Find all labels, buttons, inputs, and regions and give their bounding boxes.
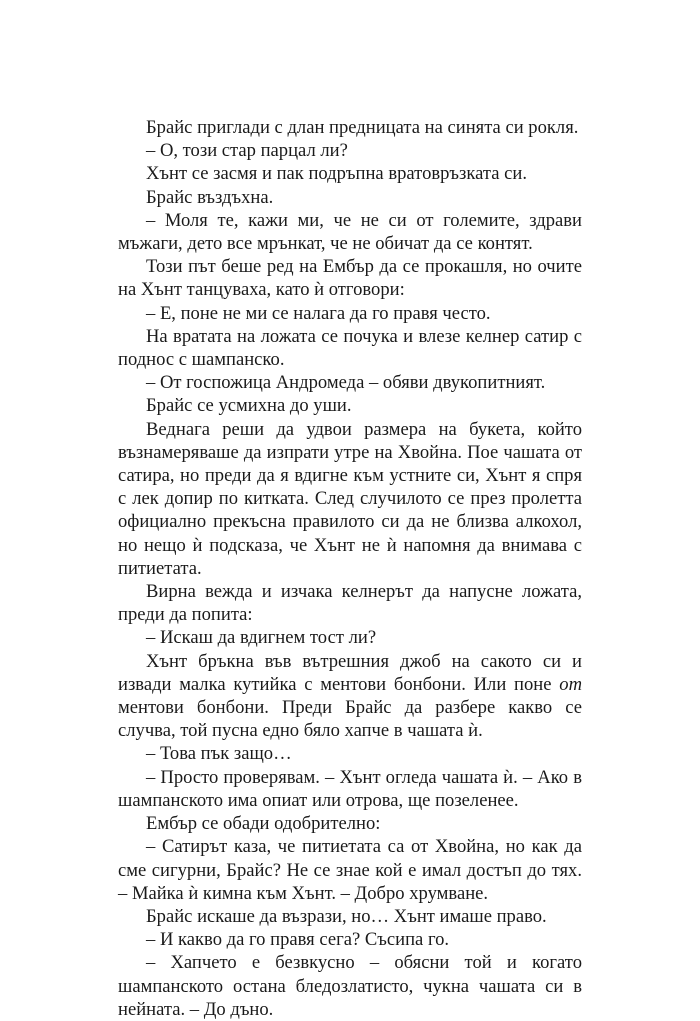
paragraph: Брайс се усмихна до уши. [146,395,352,417]
paragraph: – Сатирът каза, че питиетата са от Хвойна, но как да сме сигурни, Брайс? Не се знае кой е имал достъп до тях. – Майка ѝ кимна към Хънт. – Добро хрумване. [118,836,582,904]
paragraph [118,650,582,743]
paragraph: Веднага реши да удвои размера на букета, който възнамеряваше да изпрати утре на Хвойна. Пое чашата от сатира, но преди да я вдигне към устните си, Хънт я спря с лек допир по китката. След случилото се през пролетта официално прекъсна правилото си да не близва алкохол, но нещо ѝ подсказа, че Хънт не ѝ напомня да внимава с питиетата. [118,418,582,579]
paragraph: – О, този стар парцал ли? [146,140,348,162]
paragraph: – Просто проверявам. – Хънт огледа чашата ѝ. – Ако в шампанското има опиат или отрова, ще позеленее. [118,766,582,811]
paragraph-text: ментови бонбони. Преди Брайс да разбере какво се случва, той пусна едно бяло хапче в чашата ѝ. [118,697,582,742]
paragraph: Хънт се засмя и пак подръпна вратовръзката си. [146,163,528,185]
paragraph: – Е, поне не ми се налага да го правя често. [146,302,491,324]
paragraph: На вратата на ложата се почука и влезе келнер сатир с поднос с шампанско. [118,325,582,371]
paragraph: Ембър се обади одобрително: [146,813,381,835]
paragraph: Брайс въздъхна. [146,186,274,208]
paragraph: – И какво да го правя сега? Съсипа го. [146,929,450,951]
paragraph: – Моля те, кажи ми, че не си от големите, здрави мъжаги, дето все мрънкат, че не обичат да се контят. [118,209,582,255]
paragraph: Този път беше ред на Ембър да се прокашля, но очите на Хънт танцуваха, като ѝ отговори: [118,256,582,301]
paragraph: Брайс искаше да възрази, но… Хънт имаше право. [146,905,547,927]
paragraph: Брайс приглади с длан предницата на синята си рокля. [146,117,579,138]
body-text [118,116,582,1021]
paragraph: Вирна вежда и изчака келнерът да напусне ложата, преди да попита: [118,581,582,626]
paragraph: – Хапчето е безвкусно – обясни той и когато шампанското остана бледозлатисто, чукна чашата си в нейната. – До дъно. [118,952,582,1020]
emphasized-word: от [559,673,582,695]
paragraph: – Това пък защо… [146,743,292,765]
paragraph-text: Хънт бръкна във вътрешния джоб на сакото си и извади малка кутийка с ментови бонбони. Или поне [118,650,582,695]
paragraph: – Искаш да вдигнем тост ли? [146,627,377,649]
paragraph: – От госпожица Андромеда – обяви двукопитният. [146,372,546,394]
